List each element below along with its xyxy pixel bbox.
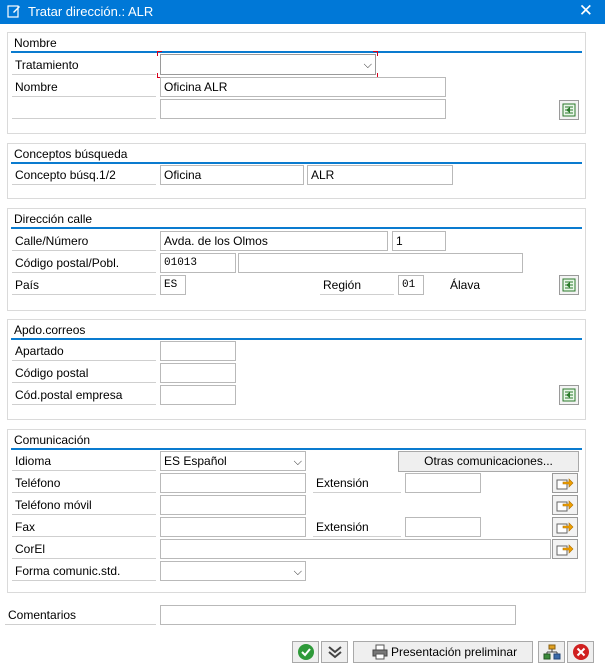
tratamiento-select[interactable] — [160, 54, 376, 75]
corel-input[interactable] — [160, 539, 551, 559]
idioma-label: Idioma — [12, 451, 156, 471]
divider — [11, 51, 582, 53]
collapse-button[interactable] — [321, 641, 348, 663]
forward-arrow-icon — [555, 498, 575, 512]
chevron-down-icon: ⌵ — [293, 456, 302, 468]
apartado-label: Apartado — [12, 341, 156, 361]
telefono-input[interactable] — [160, 473, 306, 493]
nombre-input[interactable]: Oficina ALR — [160, 77, 446, 97]
chevron-down-icon: ⌵ — [363, 59, 372, 71]
codigo-postal-input[interactable]: 01013 — [160, 253, 236, 273]
calle-label: Calle/Número — [12, 231, 156, 251]
idioma-select[interactable]: ES Español ⌵ — [160, 451, 306, 471]
telefono-label: Teléfono — [12, 473, 156, 493]
nombre-label: Nombre — [12, 77, 156, 97]
comentarios-input[interactable] — [160, 605, 516, 625]
poblacion-input[interactable] — [238, 253, 523, 273]
concepto2-input[interactable]: ALR — [307, 165, 453, 185]
cp-empresa-label: Cód.postal empresa — [12, 385, 156, 405]
forma-comunic-select[interactable] — [160, 561, 306, 581]
nombre2-input[interactable] — [160, 99, 446, 119]
window-title: Tratar dirección.: ALR — [28, 4, 154, 19]
forward-arrow-icon — [555, 520, 575, 534]
apartado-input[interactable] — [160, 341, 236, 361]
group-nombre-title: Nombre — [14, 36, 57, 50]
corel-label: CorEl — [12, 539, 156, 559]
pais-label: País — [12, 275, 156, 295]
divider — [11, 338, 582, 340]
concepto1-input[interactable]: Oficina — [160, 165, 304, 185]
group-apdo-title: Apdo.correos — [14, 323, 86, 337]
region-label: Región — [320, 275, 394, 295]
telefono-more-button[interactable] — [552, 473, 578, 493]
region-text: Álava — [450, 278, 481, 292]
double-chevron-down-icon — [326, 643, 344, 661]
divider — [11, 227, 582, 229]
chevron-down-icon: ⌵ — [293, 566, 302, 578]
print-preview-button[interactable] — [353, 641, 533, 663]
expand-fields-icon — [562, 103, 576, 117]
cancel-button[interactable] — [567, 641, 594, 663]
movil-more-button[interactable] — [552, 495, 578, 515]
fax-input[interactable] — [160, 517, 306, 537]
expand-fields-icon — [562, 278, 576, 292]
cp-empresa-input[interactable] — [160, 385, 236, 405]
checkmark-icon — [297, 643, 315, 661]
expand-apdo-button[interactable] — [559, 385, 579, 405]
forward-arrow-icon — [555, 542, 575, 556]
otras-comunicaciones-button[interactable]: Otras comunicaciones... — [398, 451, 579, 472]
print-preview-label: Presentación preliminar — [391, 645, 518, 659]
expand-nombre-button[interactable] — [559, 100, 579, 120]
fax-extension-label: Extensión — [313, 517, 401, 537]
cp-poblacion-label: Código postal/Pobl. — [12, 253, 156, 273]
comentarios-label: Comentarios — [5, 605, 156, 625]
divider — [11, 162, 582, 164]
fax-more-button[interactable] — [552, 517, 578, 537]
region-input[interactable]: 01 — [398, 275, 424, 295]
numero-input[interactable]: 1 — [392, 231, 446, 251]
expand-direccion-button[interactable] — [559, 275, 579, 295]
fax-label: Fax — [12, 517, 156, 537]
apdo-cp-label: Código postal — [12, 363, 156, 383]
extension-label: Extensión — [313, 473, 401, 493]
nombre2-label — [12, 99, 156, 119]
apdo-cp-input[interactable] — [160, 363, 236, 383]
org-structure-button[interactable] — [538, 641, 565, 663]
movil-label: Teléfono móvil — [12, 495, 156, 515]
confirm-button[interactable] — [292, 641, 319, 663]
title-bar — [0, 0, 605, 24]
edit-window-icon — [7, 4, 21, 18]
printer-icon — [372, 644, 388, 660]
expand-fields-icon — [562, 388, 576, 402]
focus-corner — [157, 51, 162, 56]
divider — [11, 448, 582, 450]
extension-input[interactable] — [405, 473, 481, 493]
concepto-label: Concepto búsq.1/2 — [12, 165, 156, 185]
group-comunicacion-title: Comunicación — [14, 433, 91, 447]
forma-comunic-label: Forma comunic.std. — [12, 561, 156, 581]
tratamiento-label: Tratamiento — [12, 55, 156, 75]
calle-input[interactable]: Avda. de los Olmos — [160, 231, 388, 251]
hierarchy-icon — [543, 643, 561, 661]
corel-more-button[interactable] — [552, 539, 578, 559]
focus-corner — [373, 51, 378, 56]
close-window-button[interactable]: ✕ — [578, 1, 593, 20]
pais-input[interactable]: ES — [160, 275, 186, 295]
fax-extension-input[interactable] — [405, 517, 481, 537]
cancel-icon — [572, 643, 590, 661]
group-direccion-title: Dirección calle — [14, 212, 93, 226]
movil-input[interactable] — [160, 495, 306, 515]
forward-arrow-icon — [555, 476, 575, 490]
group-conceptos-title: Conceptos búsqueda — [14, 147, 128, 161]
